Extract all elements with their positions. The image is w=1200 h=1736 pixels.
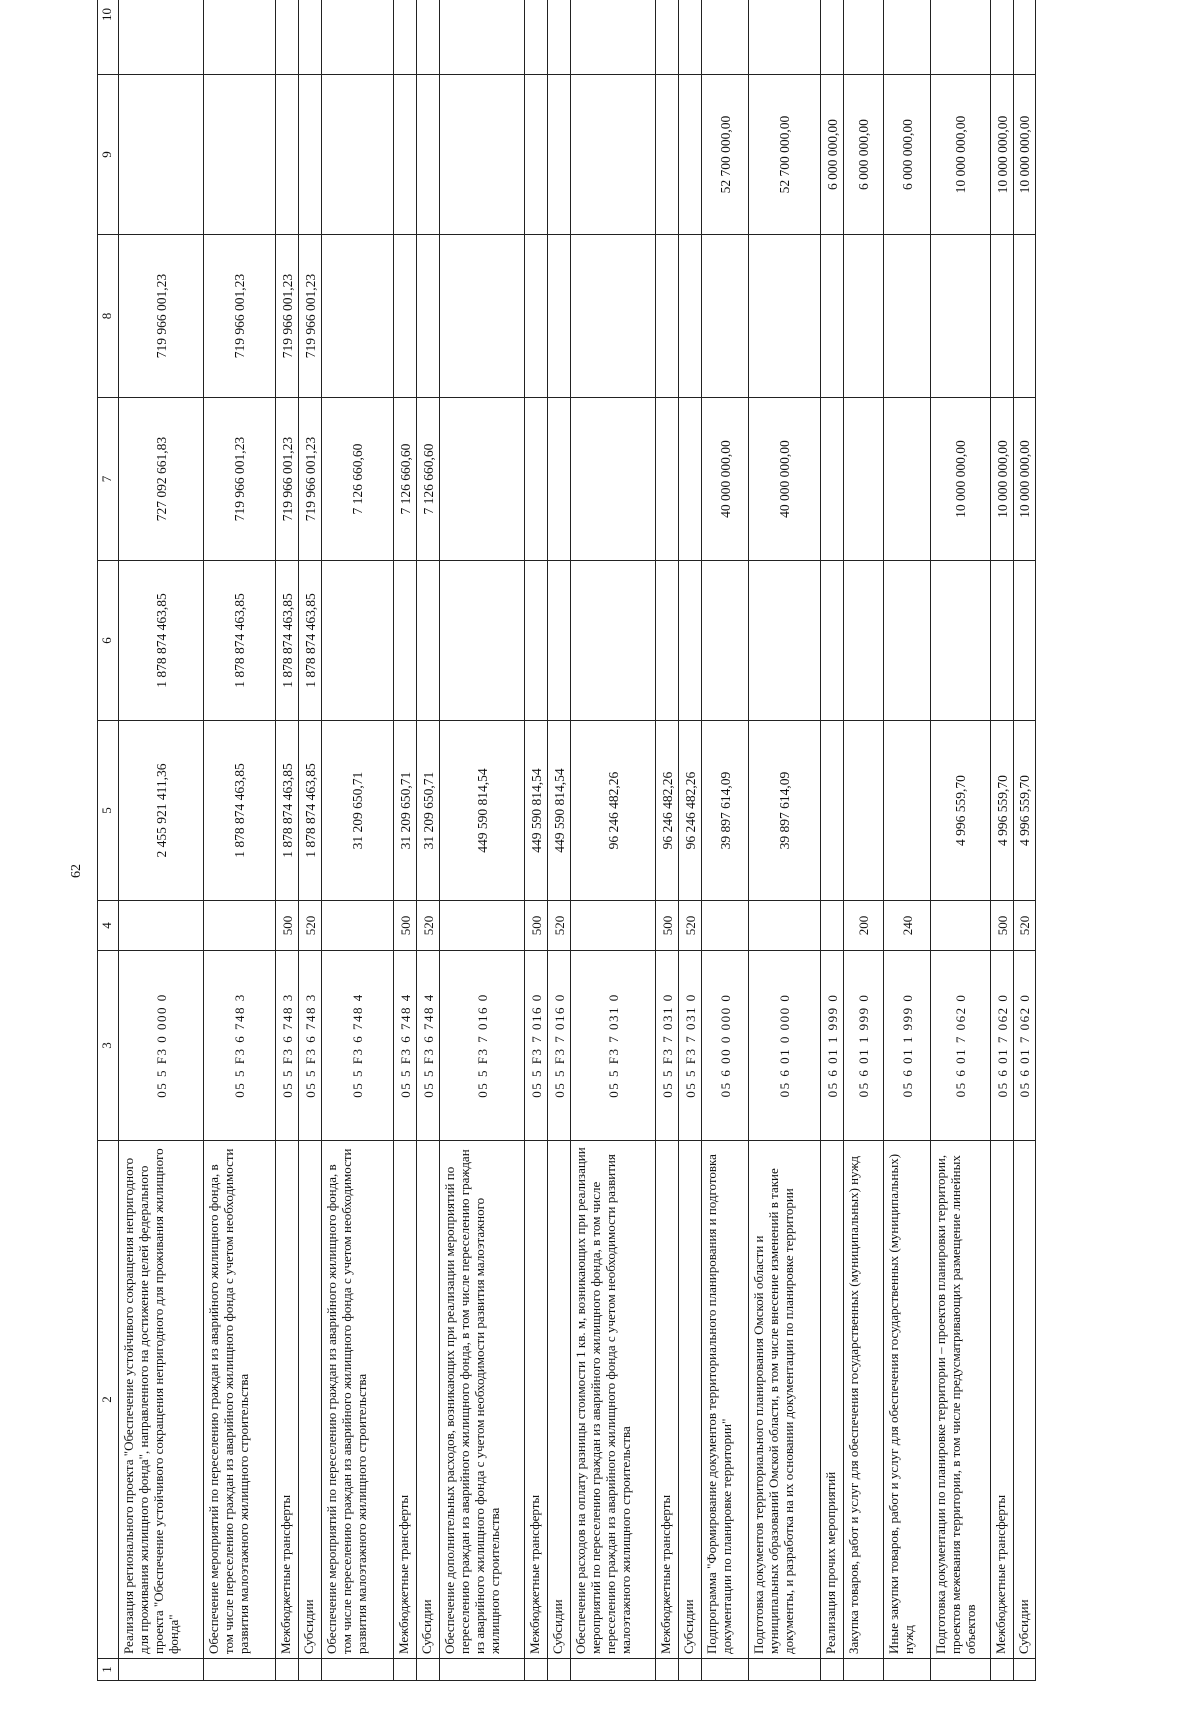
row-name: Подпрограмма "Формирование документов территориального планирования и подготовка документации по планировке территории"	[702, 1141, 749, 1659]
table-row	[991, 0, 1014, 1681]
row-col-1	[525, 1659, 548, 1681]
row-col-1	[322, 1659, 394, 1681]
row-col-1	[417, 1659, 440, 1681]
row-col-8	[417, 235, 440, 398]
row-col-10	[394, 0, 417, 75]
row-col-8	[884, 235, 931, 398]
row-col-6	[991, 561, 1014, 721]
table-row	[844, 0, 884, 1681]
row-col-6	[525, 561, 548, 721]
budget-table	[97, 0, 1036, 1681]
row-col-6	[440, 561, 525, 721]
row-col-8	[702, 235, 749, 398]
row-col-7	[844, 398, 884, 561]
table-row	[571, 0, 656, 1681]
row-col-6	[1014, 561, 1036, 721]
row-col-9	[119, 75, 204, 235]
header-col-3: 3	[98, 951, 119, 1141]
row-col-9	[571, 75, 656, 235]
row-col-5: 31 209 650,71	[394, 721, 417, 901]
row-col-10	[571, 0, 656, 75]
row-col-10	[931, 0, 991, 75]
row-col-7: 40 000 000,00	[749, 398, 821, 561]
row-group	[821, 901, 844, 951]
row-code: 05 5 F3 6 748 4	[417, 951, 440, 1141]
row-code: 05 5 F3 6 748 4	[394, 951, 417, 1141]
row-col-1	[440, 1659, 525, 1681]
row-col-8	[844, 235, 884, 398]
row-col-10	[204, 0, 276, 75]
table-body	[119, 0, 1036, 1681]
row-group	[571, 901, 656, 951]
row-col-9: 6 000 000,00	[844, 75, 884, 235]
row-group: 500	[656, 901, 679, 951]
row-col-9: 6 000 000,00	[884, 75, 931, 235]
row-col-5: 449 590 814,54	[525, 721, 548, 901]
row-col-9: 10 000 000,00	[931, 75, 991, 235]
row-col-5: 4 996 559,70	[991, 721, 1014, 901]
row-col-8	[571, 235, 656, 398]
table-row	[749, 0, 821, 1681]
row-name: Подготовка документов территориального планирования Омской области и муниципальных образований Омской области, в том числе внесение изменений в такие документы, и разработка на их основании документации по планировке территории	[749, 1141, 821, 1659]
row-col-7	[525, 398, 548, 561]
row-name: Субсидии	[679, 1141, 702, 1659]
row-group: 240	[884, 901, 931, 951]
table-row	[276, 0, 299, 1681]
row-col-9: 52 700 000,00	[702, 75, 749, 235]
row-col-1	[702, 1659, 749, 1681]
row-col-5: 1 878 874 463,85	[276, 721, 299, 901]
header-row	[98, 0, 119, 1681]
row-col-8	[656, 235, 679, 398]
row-col-5: 2 455 921 411,36	[119, 721, 204, 901]
row-col-5	[844, 721, 884, 901]
row-name: Закупка товаров, работ и услуг для обеспечения государственных (муниципальных) нужд	[844, 1141, 884, 1659]
row-col-8: 719 966 001,23	[299, 235, 322, 398]
row-col-10	[656, 0, 679, 75]
table-row	[440, 0, 525, 1681]
row-group: 500	[276, 901, 299, 951]
row-name: Подготовка документации по планировке территории – проектов планировки территории, проектов межевания территории, в том числе предусматривающих размещение линейных объектов	[931, 1141, 991, 1659]
row-code: 05 5 F3 7 016 0	[525, 951, 548, 1141]
row-group	[119, 901, 204, 951]
table-row	[204, 0, 276, 1681]
row-code: 05 6 01 1 999 0	[844, 951, 884, 1141]
header-col-10: 10	[98, 0, 119, 75]
row-name: Субсидии	[417, 1141, 440, 1659]
row-col-7: 719 966 001,23	[299, 398, 322, 561]
row-col-6: 1 878 874 463,85	[276, 561, 299, 721]
row-col-5: 31 209 650,71	[322, 721, 394, 901]
row-col-8: 719 966 001,23	[119, 235, 204, 398]
row-code: 05 5 F3 7 016 0	[548, 951, 571, 1141]
row-name: Реализация регионального проекта "Обеспечение устойчивого сокращения непригодного для проживания жилищного фонда", направленного на достижение целей федерального проекта "Обеспечение устойчивого сокращения непригодного для проживания жилищного фонда"	[119, 1141, 204, 1659]
row-name: Субсидии	[1014, 1141, 1036, 1659]
row-col-6	[702, 561, 749, 721]
row-col-1	[991, 1659, 1014, 1681]
row-group: 200	[844, 901, 884, 951]
row-col-1	[656, 1659, 679, 1681]
row-code: 05 5 F3 6 748 3	[299, 951, 322, 1141]
row-group: 520	[548, 901, 571, 951]
row-name: Межбюджетные трансферты	[991, 1141, 1014, 1659]
row-col-9: 6 000 000,00	[821, 75, 844, 235]
row-col-8: 719 966 001,23	[276, 235, 299, 398]
row-code: 05 6 01 1 999 0	[884, 951, 931, 1141]
row-group: 520	[417, 901, 440, 951]
row-col-10	[119, 0, 204, 75]
row-name: Межбюджетные трансферты	[276, 1141, 299, 1659]
row-col-6	[884, 561, 931, 721]
row-col-7: 40 000 000,00	[702, 398, 749, 561]
row-col-9: 10 000 000,00	[991, 75, 1014, 235]
row-col-8: 719 966 001,23	[204, 235, 276, 398]
row-col-7: 10 000 000,00	[991, 398, 1014, 561]
row-col-10	[679, 0, 702, 75]
row-col-1	[679, 1659, 702, 1681]
row-code: 05 6 01 7 062 0	[931, 951, 991, 1141]
row-col-5: 31 209 650,71	[417, 721, 440, 901]
row-col-8	[821, 235, 844, 398]
row-col-8	[525, 235, 548, 398]
row-col-6	[394, 561, 417, 721]
row-col-5: 4 996 559,70	[1014, 721, 1036, 901]
row-code: 05 5 F3 7 031 0	[656, 951, 679, 1141]
row-col-7	[821, 398, 844, 561]
row-col-9	[299, 75, 322, 235]
row-col-9	[204, 75, 276, 235]
row-col-10	[884, 0, 931, 75]
row-code: 05 5 F3 7 031 0	[571, 951, 656, 1141]
row-col-9	[679, 75, 702, 235]
row-col-1	[571, 1659, 656, 1681]
row-group	[702, 901, 749, 951]
row-group	[440, 901, 525, 951]
row-col-5	[884, 721, 931, 901]
row-col-5: 96 246 482,26	[679, 721, 702, 901]
row-code: 05 5 F3 7 031 0	[679, 951, 702, 1141]
row-col-1	[884, 1659, 931, 1681]
table-row	[884, 0, 931, 1681]
row-col-9	[440, 75, 525, 235]
row-col-5: 96 246 482,26	[571, 721, 656, 901]
row-code: 05 5 F3 7 016 0	[440, 951, 525, 1141]
row-group	[204, 901, 276, 951]
table-row	[931, 0, 991, 1681]
row-col-7	[884, 398, 931, 561]
row-col-6	[821, 561, 844, 721]
header-col-7: 7	[98, 398, 119, 561]
row-col-1	[844, 1659, 884, 1681]
row-col-8	[749, 235, 821, 398]
row-col-10	[525, 0, 548, 75]
row-col-6: 1 878 874 463,85	[204, 561, 276, 721]
row-col-10	[821, 0, 844, 75]
row-group	[931, 901, 991, 951]
row-code: 05 6 01 1 999 0	[821, 951, 844, 1141]
row-col-5: 449 590 814,54	[440, 721, 525, 901]
table-row	[394, 0, 417, 1681]
row-col-7	[571, 398, 656, 561]
row-col-6: 1 878 874 463,85	[119, 561, 204, 721]
row-col-7: 727 092 661,83	[119, 398, 204, 561]
row-col-7: 10 000 000,00	[1014, 398, 1036, 561]
row-col-9	[417, 75, 440, 235]
header-col-2: 2	[98, 1141, 119, 1659]
row-col-7: 7 126 660,60	[394, 398, 417, 561]
row-col-7: 10 000 000,00	[931, 398, 991, 561]
row-col-8	[991, 235, 1014, 398]
table-row	[299, 0, 322, 1681]
header-col-4: 4	[98, 901, 119, 951]
row-col-1	[931, 1659, 991, 1681]
row-col-9	[322, 75, 394, 235]
table-row	[821, 0, 844, 1681]
row-col-5: 39 897 614,09	[702, 721, 749, 901]
row-col-5: 1 878 874 463,85	[299, 721, 322, 901]
row-code: 05 5 F3 6 748 4	[322, 951, 394, 1141]
header-col-1: 1	[98, 1659, 119, 1681]
row-code: 05 6 00 0 000 0	[702, 951, 749, 1141]
row-col-1	[394, 1659, 417, 1681]
row-col-9: 52 700 000,00	[749, 75, 821, 235]
row-group: 520	[679, 901, 702, 951]
row-code: 05 6 01 7 062 0	[991, 951, 1014, 1141]
table-row	[548, 0, 571, 1681]
row-col-10	[548, 0, 571, 75]
row-name: Субсидии	[299, 1141, 322, 1659]
row-col-1	[1014, 1659, 1036, 1681]
header-col-6: 6	[98, 561, 119, 721]
row-name: Межбюджетные трансферты	[394, 1141, 417, 1659]
row-col-8	[679, 235, 702, 398]
row-col-1	[548, 1659, 571, 1681]
row-col-7: 7 126 660,60	[417, 398, 440, 561]
row-code: 05 5 F3 0 000 0	[119, 951, 204, 1141]
rotated-table-wrapper	[97, 8, 1079, 1681]
row-col-10	[322, 0, 394, 75]
row-col-1	[204, 1659, 276, 1681]
row-col-10	[749, 0, 821, 75]
table-row	[702, 0, 749, 1681]
table-row	[679, 0, 702, 1681]
table-row	[322, 0, 394, 1681]
row-group: 520	[299, 901, 322, 951]
header-col-9: 9	[98, 75, 119, 235]
header-col-5: 5	[98, 721, 119, 901]
row-col-1	[299, 1659, 322, 1681]
row-col-10	[844, 0, 884, 75]
row-group: 500	[525, 901, 548, 951]
row-col-1	[821, 1659, 844, 1681]
row-col-9	[656, 75, 679, 235]
row-col-6	[548, 561, 571, 721]
row-col-6	[679, 561, 702, 721]
row-col-9	[548, 75, 571, 235]
row-col-8	[931, 235, 991, 398]
row-group: 500	[991, 901, 1014, 951]
row-name: Обеспечение расходов на оплату разницы стоимости 1 кв. м, возникающих при реализации мероприятий по переселению граждан из аварийного жилищного фонда, в том числе переселению граждан из аварийного жилищного фонда с учетом необходимости развития малоэтажного жилищного строительства	[571, 1141, 656, 1659]
row-name: Обеспечение мероприятий по переселению граждан из аварийного жилищного фонда, в том числе переселению граждан из аварийного жилищного фонда с учетом необходимости развития малоэтажного жилищного строительства	[322, 1141, 394, 1659]
row-col-9	[276, 75, 299, 235]
row-col-10	[299, 0, 322, 75]
row-name: Иные закупки товаров, работ и услуг для обеспечения государственных (муниципальных) нужд	[884, 1141, 931, 1659]
row-col-8	[322, 235, 394, 398]
row-col-6	[844, 561, 884, 721]
row-col-9	[394, 75, 417, 235]
row-name: Межбюджетные трансферты	[525, 1141, 548, 1659]
row-col-6	[322, 561, 394, 721]
row-name: Межбюджетные трансферты	[656, 1141, 679, 1659]
row-name: Обеспечение мероприятий по переселению граждан из аварийного жилищного фонда, в том числе переселению граждан из аварийного жилищного фонда с учетом необходимости развития малоэтажного жилищного строительства	[204, 1141, 276, 1659]
row-col-7	[548, 398, 571, 561]
row-col-7: 719 966 001,23	[204, 398, 276, 561]
table-row	[417, 0, 440, 1681]
row-col-8	[440, 235, 525, 398]
row-col-5: 4 996 559,70	[931, 721, 991, 901]
row-col-1	[119, 1659, 204, 1681]
table-row	[656, 0, 679, 1681]
page-number: 62	[69, 864, 84, 878]
row-col-1	[749, 1659, 821, 1681]
row-name: Обеспечение дополнительных расходов, возникающих при реализации мероприятий по переселению граждан из аварийного жилищного фонда, в том числе переселению граждан из аварийного жилищного фонда с учетом необходимости развития малоэтажного жилищного строительства	[440, 1141, 525, 1659]
row-code: 05 6 01 7 062 0	[1014, 951, 1036, 1141]
row-col-7	[440, 398, 525, 561]
row-col-10	[276, 0, 299, 75]
table-row	[525, 0, 548, 1681]
row-col-8	[548, 235, 571, 398]
row-name: Реализация прочих мероприятий	[821, 1141, 844, 1659]
row-col-7	[656, 398, 679, 561]
row-group	[749, 901, 821, 951]
row-col-9: 10 000 000,00	[1014, 75, 1036, 235]
header-col-8: 8	[98, 235, 119, 398]
row-col-10	[702, 0, 749, 75]
row-col-8	[394, 235, 417, 398]
row-col-7	[679, 398, 702, 561]
row-name: Субсидии	[548, 1141, 571, 1659]
row-col-5	[821, 721, 844, 901]
row-col-6	[749, 561, 821, 721]
row-code: 05 5 F3 6 748 3	[276, 951, 299, 1141]
row-col-8	[1014, 235, 1036, 398]
row-col-10	[991, 0, 1014, 75]
row-col-1	[276, 1659, 299, 1681]
row-col-7: 7 126 660,60	[322, 398, 394, 561]
row-col-5: 39 897 614,09	[749, 721, 821, 901]
row-col-5: 1 878 874 463,85	[204, 721, 276, 901]
row-col-6	[571, 561, 656, 721]
row-col-5: 96 246 482,26	[656, 721, 679, 901]
table-row	[1014, 0, 1036, 1681]
row-group: 520	[1014, 901, 1036, 951]
row-group	[322, 901, 394, 951]
table-canvas	[97, 8, 1079, 1681]
row-col-6: 1 878 874 463,85	[299, 561, 322, 721]
row-col-6	[656, 561, 679, 721]
row-code: 05 6 01 0 000 0	[749, 951, 821, 1141]
row-col-9	[525, 75, 548, 235]
row-code: 05 5 F3 6 748 3	[204, 951, 276, 1141]
row-col-5: 449 590 814,54	[548, 721, 571, 901]
row-col-6	[931, 561, 991, 721]
table-row	[119, 0, 204, 1681]
row-col-10	[440, 0, 525, 75]
row-col-10	[417, 0, 440, 75]
row-col-6	[417, 561, 440, 721]
row-col-7: 719 966 001,23	[276, 398, 299, 561]
row-col-10	[1014, 0, 1036, 75]
row-group: 500	[394, 901, 417, 951]
